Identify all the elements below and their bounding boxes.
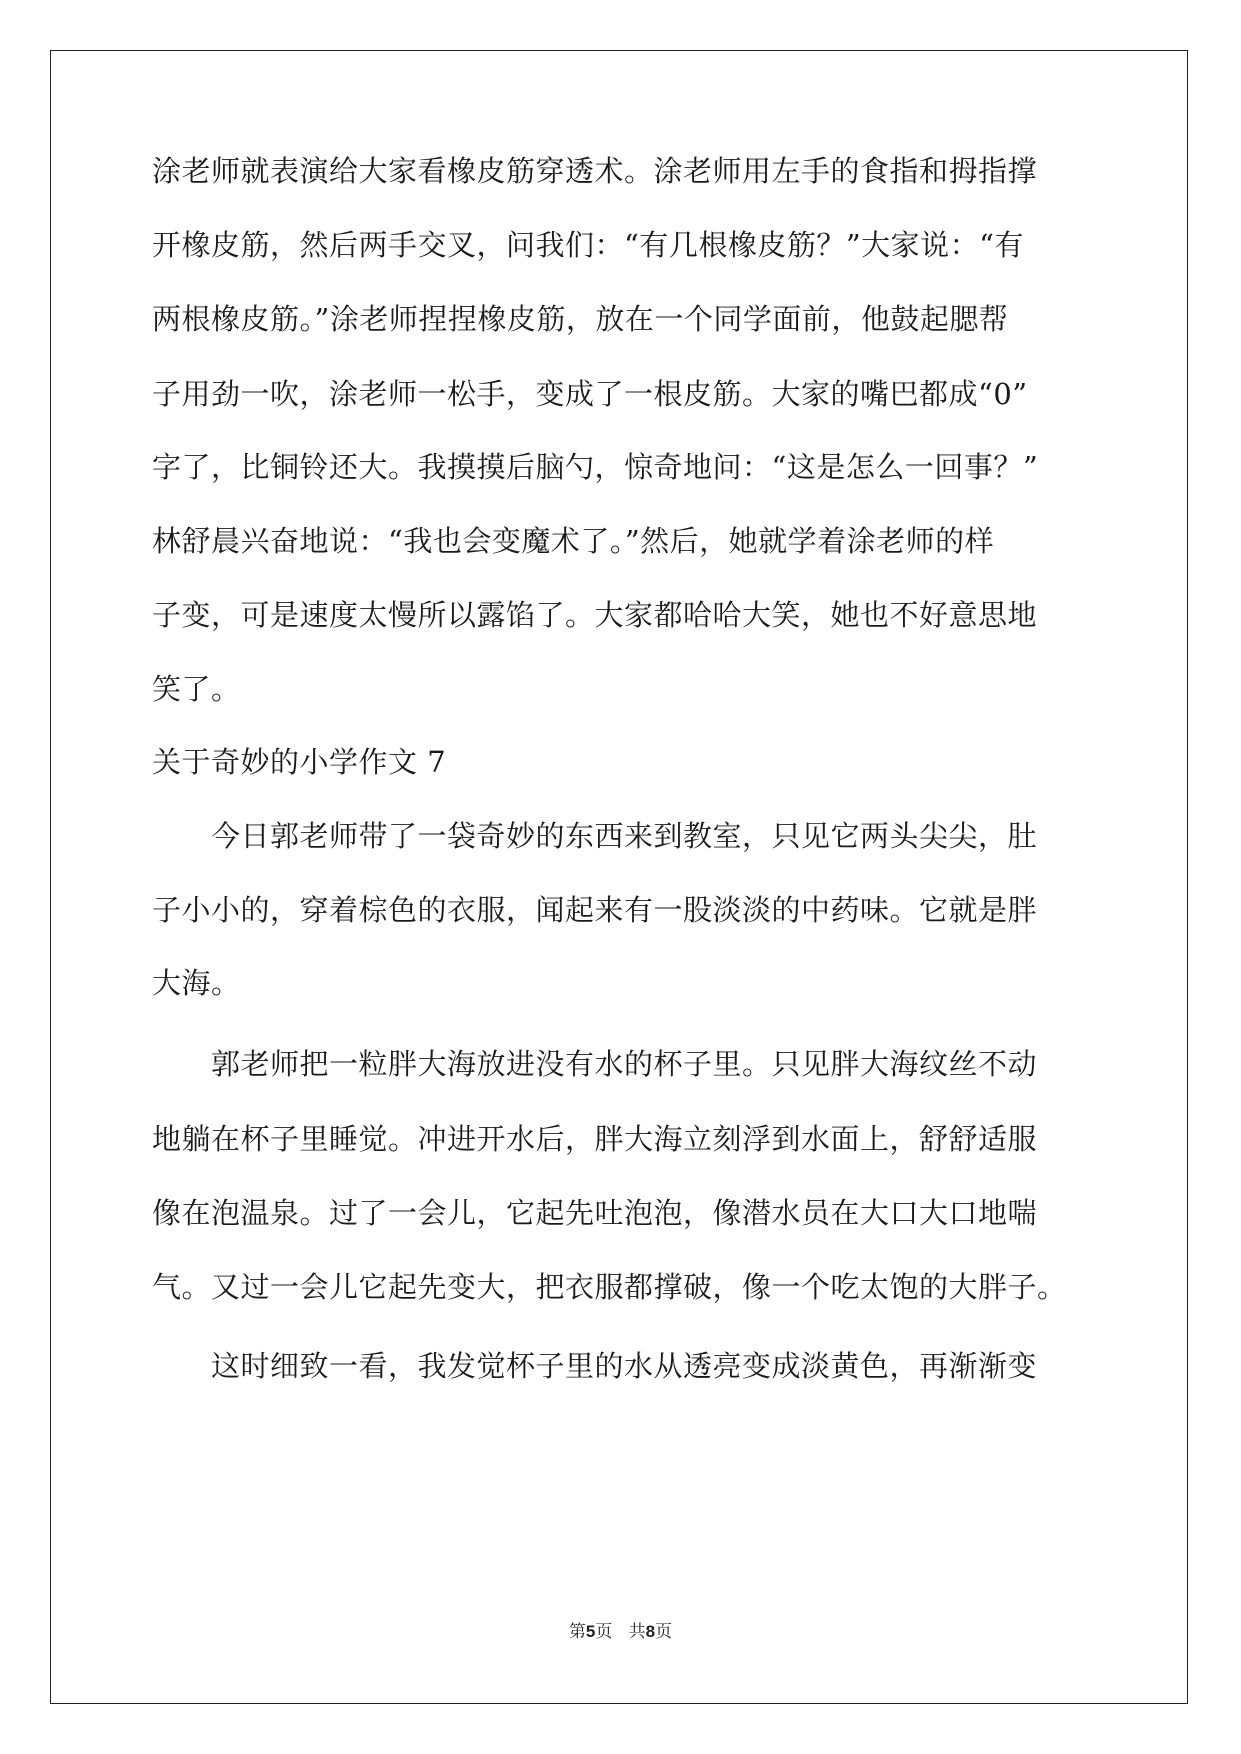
text-line: 今日郭老师带了一袋奇妙的东西来到教室，只见它两头尖尖，肚 xyxy=(152,819,1038,853)
text-line: 两根橡皮筋。”涂老师捏捏橡皮筋，放在一个同学面前，他鼓起腮帮 xyxy=(152,302,1009,336)
text-line: 大海。 xyxy=(152,966,241,1000)
text-line: 子用劲一吹，涂老师一松手，变成了一根皮筋。大家的嘴巴都成“0” xyxy=(152,377,1028,411)
text-line: 开橡皮筋，然后两手交叉，问我们：“有几根橡皮筋？”大家说：“有 xyxy=(152,228,1024,262)
footer-page-word: 页 xyxy=(595,1622,613,1642)
text-line: 像在泡温泉。过了一会儿，它起先吐泡泡，像潜水员在大口大口地喘 xyxy=(152,1196,1038,1230)
footer-prefix: 第 xyxy=(568,1622,586,1642)
text-line: 涂老师就表演给大家看橡皮筋穿透术。涂老师用左手的食指和拇指撑 xyxy=(152,154,1038,188)
text-line: 子变，可是速度太慢所以露馅了。大家都哈哈大笑，她也不好意思地 xyxy=(152,598,1038,632)
section-heading: 关于奇妙的小学作文 7 xyxy=(152,745,447,779)
total-pages-number: 8 xyxy=(645,1622,656,1641)
footer-total-word: 页 xyxy=(655,1622,673,1642)
text-line: 子小小的，穿着棕色的衣服，闻起来有一股淡淡的中药味。它就是胖 xyxy=(152,893,1038,927)
current-page-number: 5 xyxy=(585,1622,596,1641)
text-line: 林舒晨兴奋地说：“我也会变魔术了。”然后，她就学着涂老师的样 xyxy=(152,524,995,558)
page-footer xyxy=(0,1620,1241,1644)
text-line: 气。又过一会儿它起先变大，把衣服都撑破，像一个吃太饱的大胖子。 xyxy=(152,1270,1067,1304)
text-line: 地躺在杯子里睡觉。冲进开水后，胖大海立刻浮到水面上，舒舒适服 xyxy=(152,1122,1038,1156)
text-line: 这时细致一看，我发觉杯子里的水从透亮变成淡黄色，再渐渐变 xyxy=(152,1349,1038,1383)
text-line: 笑了。 xyxy=(152,672,241,706)
footer-total-prefix: 共 xyxy=(628,1622,646,1642)
text-line: 字了，比铜铃还大。我摸摸后脑勺，惊奇地问：“这是怎么一回事？” xyxy=(152,450,1039,484)
text-line: 郭老师把一粒胖大海放进没有水的杯子里。只见胖大海纹丝不动 xyxy=(152,1047,1038,1081)
